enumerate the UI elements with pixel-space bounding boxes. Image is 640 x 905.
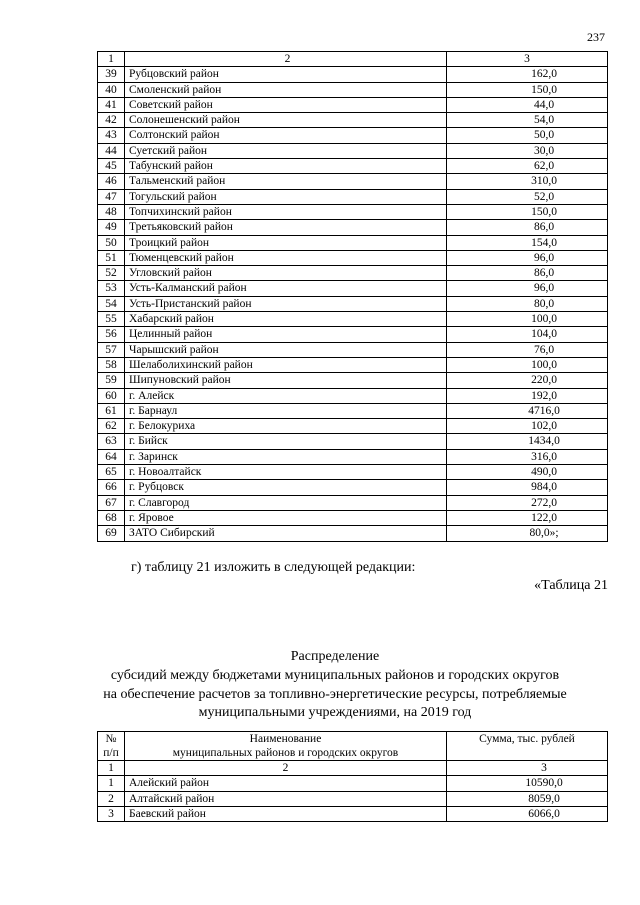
header-number-line2: п/п: [103, 747, 119, 759]
row-number: 53: [98, 281, 125, 296]
table-row: [98, 296, 608, 311]
table-row: [98, 342, 608, 357]
row-name: Топчихинский район: [125, 204, 447, 219]
row-number: 55: [98, 312, 125, 327]
table-row: [98, 128, 608, 143]
row-name: г. Белокуриха: [125, 419, 447, 434]
page-number: 237: [587, 30, 605, 44]
table-row: [98, 403, 608, 418]
row-number: 69: [98, 526, 125, 541]
table-row: [98, 449, 608, 464]
row-value: 62,0: [447, 159, 608, 174]
row-value: 984,0: [447, 480, 608, 495]
row-name: г. Заринск: [125, 449, 447, 464]
row-name: Целинный район: [125, 327, 447, 342]
row-value: 10590,0: [447, 776, 608, 791]
table-row: [98, 373, 608, 388]
row-value: 316,0: [447, 449, 608, 464]
header-number-line1: №: [105, 733, 117, 745]
row-number: 48: [98, 204, 125, 219]
row-value: 272,0: [447, 495, 608, 510]
subsidy-table-continued: [97, 51, 608, 542]
table-21: [97, 731, 608, 822]
row-value: 220,0: [447, 373, 608, 388]
row-value: 122,0: [447, 510, 608, 525]
row-name: Тальменский район: [125, 174, 447, 189]
row-number: 63: [98, 434, 125, 449]
table-row: [98, 776, 608, 791]
row-value: 86,0: [447, 266, 608, 281]
row-value: 76,0: [447, 342, 608, 357]
row-number: 60: [98, 388, 125, 403]
row-name: ЗАТО Сибирский: [125, 526, 447, 541]
colnum-1: 1: [98, 761, 125, 776]
row-name: Солтонский район: [125, 128, 447, 143]
row-number: 68: [98, 510, 125, 525]
row-value: 52,0: [447, 189, 608, 204]
row-number: 1: [98, 776, 125, 791]
row-value: 6066,0: [447, 806, 608, 821]
row-value: 86,0: [447, 220, 608, 235]
row-name: Табунский район: [125, 159, 447, 174]
colnum-2: 2: [125, 761, 447, 776]
row-name: Советский район: [125, 97, 447, 112]
row-value: 50,0: [447, 128, 608, 143]
row-name: Усть-Пристанский район: [125, 296, 447, 311]
amendment-instruction: г) таблицу 21 изложить в следующей редакции:: [131, 560, 416, 575]
row-number: 66: [98, 480, 125, 495]
row-value: 96,0: [447, 250, 608, 265]
row-number: 49: [98, 220, 125, 235]
row-value: 150,0: [447, 82, 608, 97]
row-number: 44: [98, 143, 125, 158]
header-name: [125, 732, 447, 761]
table-row: [98, 419, 608, 434]
row-number: 61: [98, 403, 125, 418]
row-value: 192,0: [447, 388, 608, 403]
row-value: 80,0: [447, 296, 608, 311]
table-row: [98, 281, 608, 296]
heading-line-4: муниципальными учреждениями, на 2019 год: [198, 705, 472, 720]
row-name: г. Новоалтайск: [125, 465, 447, 480]
table21-header-row: [98, 732, 608, 761]
row-value: 162,0: [447, 67, 608, 82]
row-name: г. Бийск: [125, 434, 447, 449]
header-number: [98, 732, 125, 761]
table-row: [98, 510, 608, 525]
table-row: [98, 327, 608, 342]
table-row: [98, 388, 608, 403]
row-name: Хабарский район: [125, 312, 447, 327]
row-value: 102,0: [447, 419, 608, 434]
row-number: 67: [98, 495, 125, 510]
row-number: 51: [98, 250, 125, 265]
row-value: 30,0: [447, 143, 608, 158]
table-row: [98, 266, 608, 281]
row-number: 52: [98, 266, 125, 281]
table-row: [98, 189, 608, 204]
table-row: [98, 220, 608, 235]
header-sum: [447, 732, 608, 761]
row-name: Алтайский район: [125, 791, 447, 806]
row-number: 65: [98, 465, 125, 480]
row-number: 47: [98, 189, 125, 204]
row-name: Шипуновский район: [125, 373, 447, 388]
row-name: Тюменцевский район: [125, 250, 447, 265]
row-value: 1434,0: [447, 434, 608, 449]
header-col-3: 3: [447, 52, 608, 67]
colnum-3: 3: [447, 761, 608, 776]
row-name: Усть-Калманский район: [125, 281, 447, 296]
row-name: г. Яровое: [125, 510, 447, 525]
table-row: [98, 67, 608, 82]
row-number: 41: [98, 97, 125, 112]
row-number: 64: [98, 449, 125, 464]
header-name-line1: Наименование: [249, 733, 322, 745]
row-name: Тогульский район: [125, 189, 447, 204]
row-value: 8059,0: [447, 791, 608, 806]
row-number: 40: [98, 82, 125, 97]
header-sum-label: Сумма, тыс. рублей: [479, 733, 575, 745]
table-row: [98, 806, 608, 821]
row-number: 50: [98, 235, 125, 250]
row-number: 54: [98, 296, 125, 311]
row-value: 4716,0: [447, 403, 608, 418]
table21-colnum-row: [98, 761, 608, 776]
table-row: [98, 97, 608, 112]
table-row: [98, 357, 608, 372]
row-name: Третьяковский район: [125, 220, 447, 235]
row-value: 490,0: [447, 465, 608, 480]
table-row: [98, 235, 608, 250]
heading-title: Распределение: [290, 649, 380, 664]
row-value: 100,0: [447, 357, 608, 372]
row-number: 2: [98, 791, 125, 806]
table-row: [98, 434, 608, 449]
row-number: 42: [98, 113, 125, 128]
table-row: [98, 174, 608, 189]
row-number: 59: [98, 373, 125, 388]
heading-line-3: на обеспечение расчетов за топливно-энергетические ресурсы, потребляемые: [103, 687, 567, 702]
table-row: [98, 250, 608, 265]
row-value: 96,0: [447, 281, 608, 296]
header-name-line2: муниципальных районов и городских округов: [172, 747, 399, 759]
row-value: 154,0: [447, 235, 608, 250]
table-row: [98, 312, 608, 327]
row-number: 56: [98, 327, 125, 342]
row-value: 44,0: [447, 97, 608, 112]
row-name: г. Славгород: [125, 495, 447, 510]
row-name: Алейский район: [125, 776, 447, 791]
row-number: 58: [98, 357, 125, 372]
table-row: [98, 113, 608, 128]
row-number: 39: [98, 67, 125, 82]
table-row: [98, 791, 608, 806]
table-row: [98, 465, 608, 480]
row-name: Солонешенский район: [125, 113, 447, 128]
table-row: [98, 159, 608, 174]
table-row: [98, 526, 608, 541]
row-value: 150,0: [447, 204, 608, 219]
row-value: 80,0»;: [447, 526, 608, 541]
row-value: 54,0: [447, 113, 608, 128]
table-header-row: [98, 52, 608, 67]
row-value: 310,0: [447, 174, 608, 189]
row-number: 46: [98, 174, 125, 189]
row-number: 43: [98, 128, 125, 143]
table-row: [98, 204, 608, 219]
row-name: г. Барнаул: [125, 403, 447, 418]
row-number: 45: [98, 159, 125, 174]
row-name: Баевский район: [125, 806, 447, 821]
row-name: Чарышский район: [125, 342, 447, 357]
row-name: г. Рубцовск: [125, 480, 447, 495]
row-name: Суетский район: [125, 143, 447, 158]
row-number: 62: [98, 419, 125, 434]
row-name: г. Алейск: [125, 388, 447, 403]
table-row: [98, 82, 608, 97]
row-number: 57: [98, 342, 125, 357]
row-value: 104,0: [447, 327, 608, 342]
row-name: Угловский район: [125, 266, 447, 281]
header-col-1: 1: [98, 52, 125, 67]
row-name: Смоленский район: [125, 82, 447, 97]
table-label: «Таблица 21: [534, 578, 608, 593]
row-name: Троицкий район: [125, 235, 447, 250]
table-row: [98, 480, 608, 495]
row-name: Шелаболихинский район: [125, 357, 447, 372]
row-value: 100,0: [447, 312, 608, 327]
row-name: Рубцовский район: [125, 67, 447, 82]
row-number: 3: [98, 806, 125, 821]
table-row: [98, 143, 608, 158]
table-row: [98, 495, 608, 510]
header-col-2: 2: [125, 52, 447, 67]
heading-line-2: субсидий между бюджетами муниципальных районов и городских округов: [110, 668, 560, 683]
